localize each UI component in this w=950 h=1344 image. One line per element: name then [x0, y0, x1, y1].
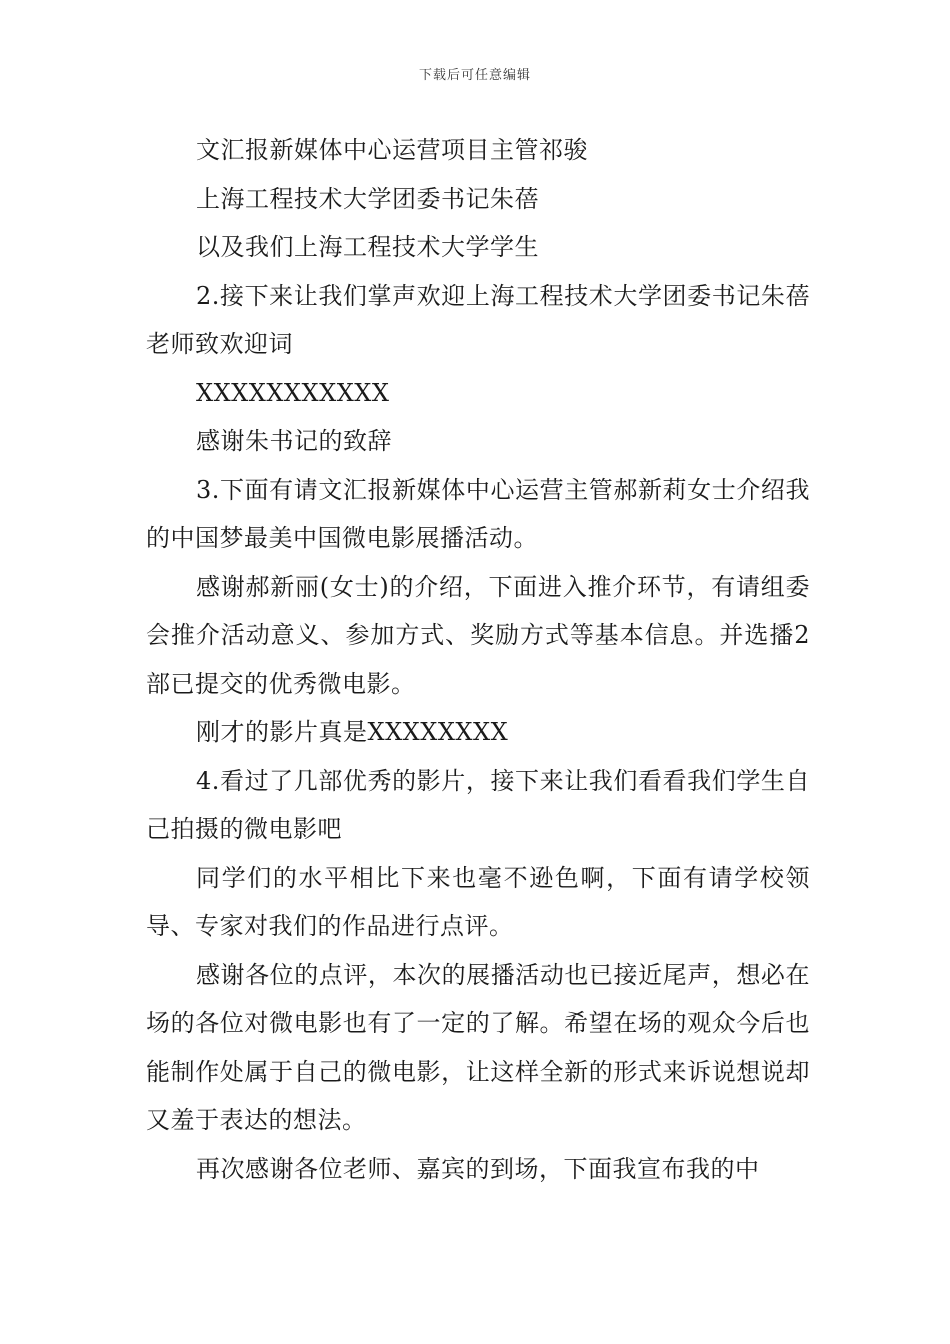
paragraph-item-4: 4.看过了几部优秀的影片，接下来让我们看看我们学生自己拍摄的微电影吧: [146, 766, 810, 843]
paragraph-thanks-2: 感谢郝新丽(女士)的介绍，下面进入推介环节，有请组委会推介活动意义、参加方式、奖励方式等基本信息。并选播2部已提交的优秀微电影。: [146, 572, 810, 698]
paragraph-item-3: 3.下面有请文汇报新媒体中心运营主管郝新莉女士介绍我的中国梦最美中国微电影展播活动。: [146, 475, 810, 552]
paragraph-guest-2: 上海工程技术大学团委书记朱蓓: [196, 184, 539, 213]
paragraph-final: 再次感谢各位老师、嘉宾的到场，下面我宣布我的中: [196, 1154, 760, 1183]
paragraph-placeholder-2: 刚才的影片真是XXXXXXXX: [196, 718, 509, 746]
paragraph-thanks-1: 感谢朱书记的致辞: [196, 427, 392, 455]
document-body: [146, 126, 810, 1193]
page-header: 下载后可任意编辑: [418, 68, 531, 83]
paragraph-guest-3: 以及我们上海工程技术大学学生: [196, 233, 539, 261]
paragraph-review: 同学们的水平相比下来也毫不逊色啊，下面有请学校领导、专家对我们的作品进行点评。: [146, 863, 810, 940]
paragraph-guest-1: 文汇报新媒体中心运营项目主管祁骏: [196, 136, 588, 164]
paragraph-placeholder-1: XXXXXXXXXXX: [196, 378, 390, 407]
paragraph-item-2: 2.接下来让我们掌声欢迎上海工程技术大学团委书记朱蓓老师致欢迎词: [146, 281, 810, 358]
paragraph-closing: 感谢各位的点评，本次的展播活动也已接近尾声，想必在场的各位对微电影也有了一定的了解。希望在场的观众今后也能制作处属于自己的微电影，让这样全新的形式来诉说想说却又羞于表达的想法。: [146, 960, 810, 1134]
